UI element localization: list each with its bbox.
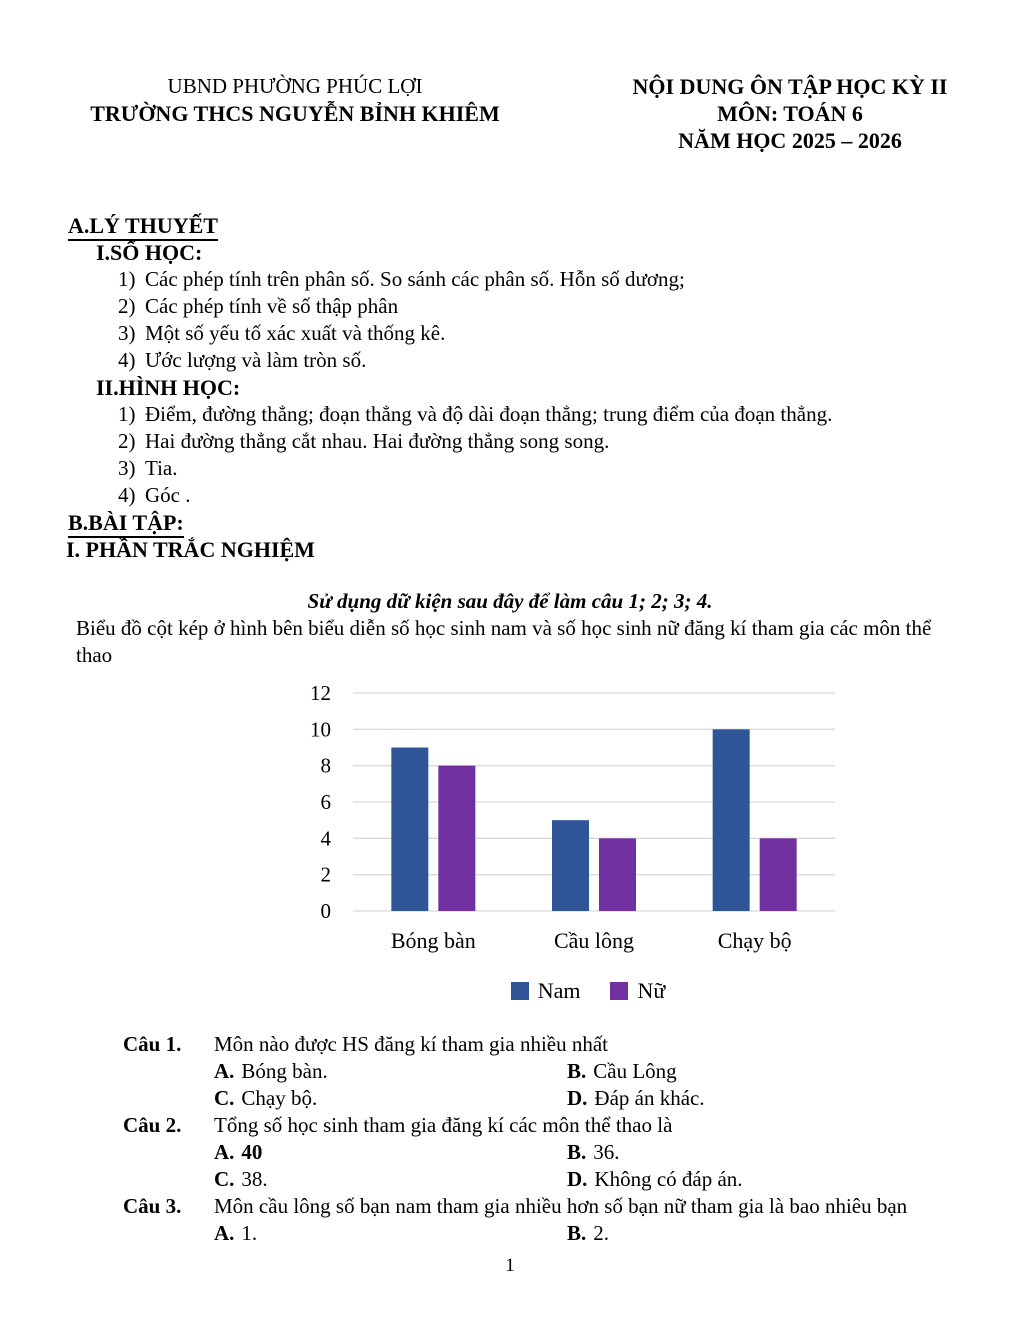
questions-section [123,1031,990,1247]
list-item: 3) Một số yếu tố xác xuất và thống kê. [118,321,446,345]
y-axis-tick-label: 8 [320,753,331,778]
legend-item-0 [511,979,581,1003]
chart-bar [552,820,589,911]
chart-bar [438,766,475,911]
header-authority: UBND PHƯỜNG PHÚC LỢI [167,74,423,98]
y-axis-tick-label: 4 [320,826,331,851]
question-text: Môn nào được HS đăng kí tham gia nhiều nhất [214,1032,609,1056]
question-options [214,1220,990,1247]
chart-bar [599,838,636,911]
page-number: 1 [505,1255,515,1276]
section-b-heading: B.BÀI TẬP: [68,509,1020,536]
section-a-heading: A.LÝ THUYẾT [68,212,1020,239]
question-3 [123,1193,990,1247]
question-options [214,1058,990,1112]
theory-section [0,212,1020,563]
question-text: Môn cầu lông số bạn nam tham gia nhiều hơn số bạn nữ tham gia là bao nhiêu bạn [214,1194,908,1218]
y-axis-tick-label: 12 [310,681,331,705]
option-b: B. 2. [567,1221,610,1245]
chart-instruction: Sử dụng dữ kiện sau đây để làm câu 1; 2; 3; 4. [307,589,713,613]
subsection-arithmetic-heading: I.SỐ HỌC: [96,240,203,265]
question-label: Câu 1. [123,1032,182,1056]
question-2 [123,1112,990,1193]
option-b: B. Cầu Lông [567,1059,677,1083]
question-1 [123,1031,990,1112]
option-a: A. 1. [214,1221,258,1245]
option-c: C. 38. [214,1167,268,1191]
header-school-block [60,73,530,154]
list-item: 2) Các phép tính về số thập phân [118,294,399,318]
question-label: Câu 2. [123,1113,182,1137]
option-d: D. Đáp án khác. [567,1086,705,1110]
chart-bar [391,748,428,912]
header-school-name: TRƯỜNG THCS NGUYỄN BỈNH KHIÊM [90,101,500,126]
y-axis-tick-label: 2 [320,862,331,887]
chart-legend [288,979,888,1003]
list-item: 1) Các phép tính trên phân số. So sánh các phân số. Hỗn số dương; [118,267,685,291]
x-axis-category-label: Cầu lông [553,928,635,953]
x-axis-category-label: Bóng bàn [390,928,476,953]
bar-chart [288,675,888,1003]
subsection-geometry-heading: II.HÌNH HỌC: [96,375,241,400]
option-a: A. 40 [214,1140,263,1164]
document-school-year: NĂM HỌC 2025 – 2026 [678,128,902,153]
question-options [214,1139,990,1193]
document-subject: MÔN: TOÁN 6 [717,101,863,126]
list-item: 4) Góc . [118,483,191,507]
header-title-block [560,73,1020,154]
y-axis-tick-label: 10 [310,717,331,742]
y-axis-tick-label: 6 [320,790,331,814]
bar-chart-plot [288,675,888,967]
list-item: 3) Tia. [118,456,178,480]
list-item: 2) Hai đường thẳng cắt nhau. Hai đường thẳng song song. [118,429,610,453]
y-axis-tick-label: 0 [320,899,331,923]
legend-swatch [511,982,529,1000]
option-c: C. Chạy bộ. [214,1086,318,1110]
x-axis-category-label: Chạy bộ [717,928,792,953]
legend-label: Nam [537,978,581,1003]
chart-bar [760,838,797,911]
document-header [0,0,1020,154]
legend-item-1 [610,979,665,1003]
chart-description: Biểu đồ cột kép ở hình bên biểu diễn số học sinh nam và số học sinh nữ đăng kí tham gia các môn thể thao [76,616,932,667]
option-a: A. Bóng bàn. [214,1059,328,1083]
question-text: Tổng số học sinh tham gia đăng kí các môn thể thao là [214,1113,673,1137]
option-b: B. 36. [567,1140,620,1164]
legend-label: Nữ [637,978,666,1003]
multiple-choice-heading: I. PHẦN TRẮC NGHIỆM [66,537,315,562]
list-item: 1) Điểm, đường thẳng; đoạn thẳng và độ dài đoạn thẳng; trung điểm của đoạn thẳng. [118,402,833,426]
legend-swatch [610,982,628,1000]
question-label: Câu 3. [123,1194,182,1218]
chart-bar [713,729,750,911]
document-title: NỘI DUNG ÔN TẬP HỌC KỲ II [632,74,948,99]
option-d: D. Không có đáp án. [567,1167,743,1191]
list-item: 4) Ước lượng và làm tròn số. [118,348,367,372]
